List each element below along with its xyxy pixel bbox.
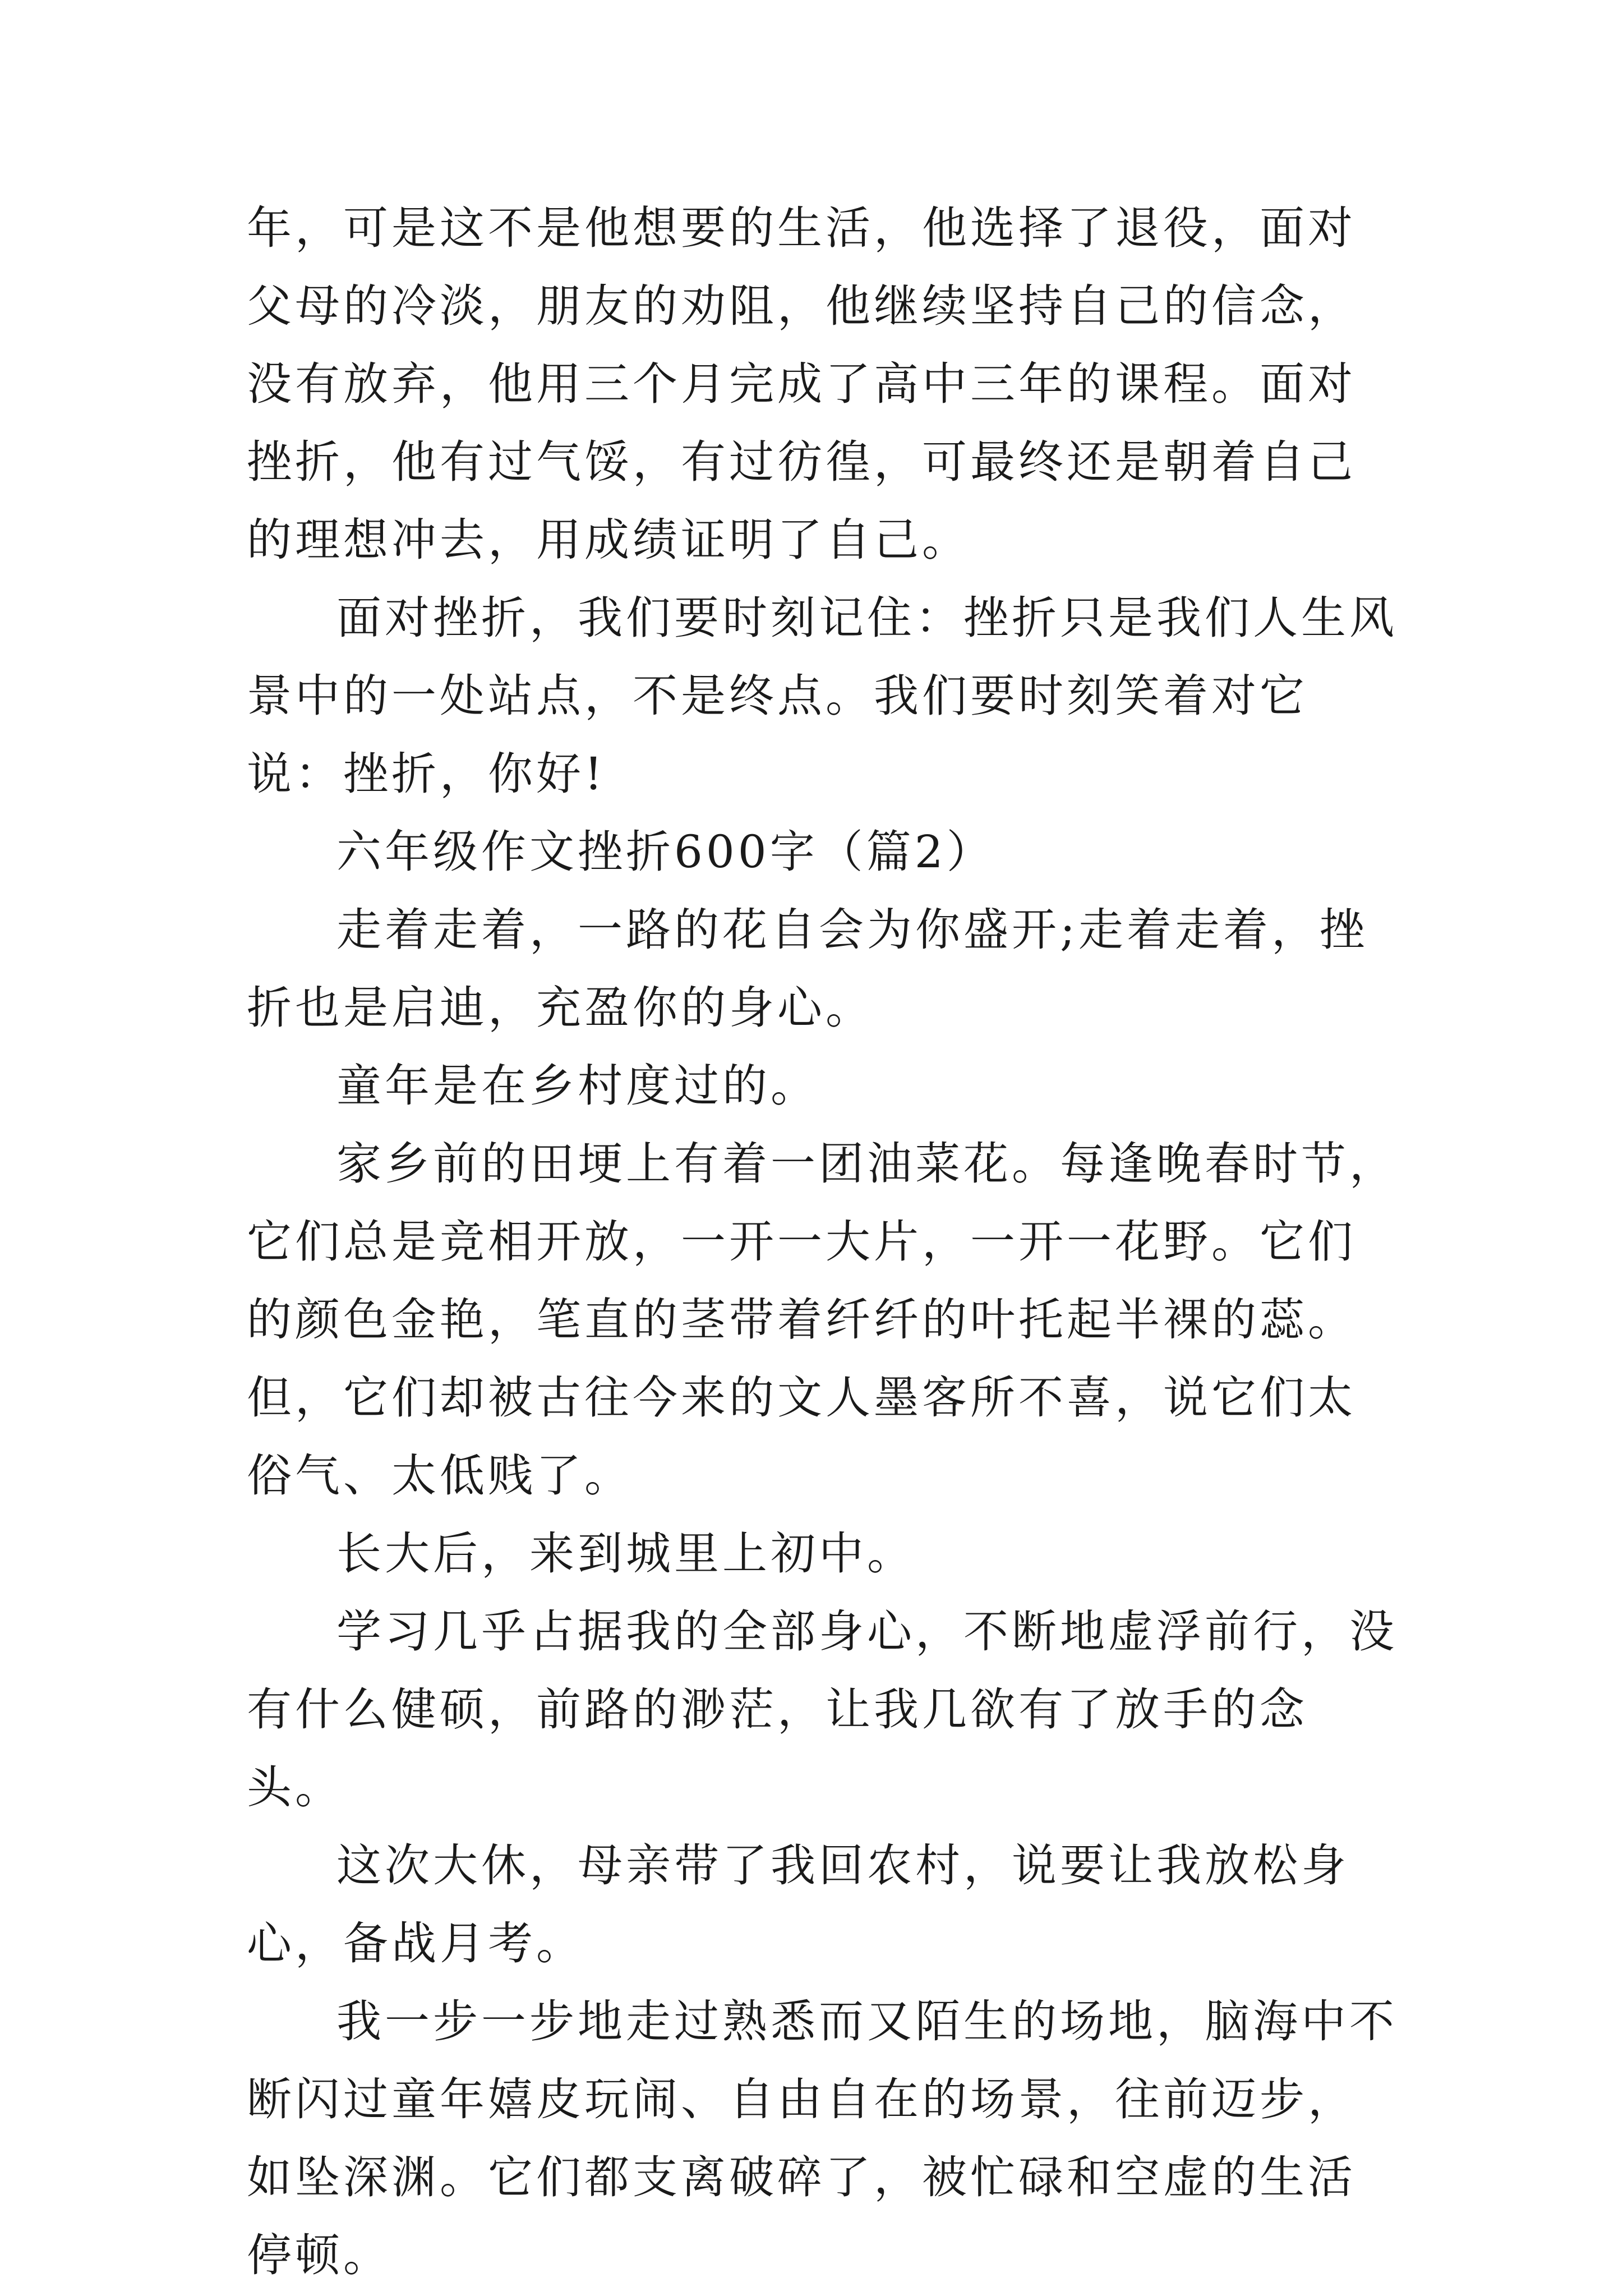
paragraph-1: 年，可是这不是他想要的生活，他选择了退役，面对父母的冷淡，朋友的劝阻，他继续坚持自己的信念，没有放弃，他用三个月完成了高中三年的课程。面对挫折，他有过气馁，有过彷徨，可最终还是朝着自己的理想冲去，用成绩证明了自己。: [247, 202, 1356, 566]
section-heading: 六年级作文挫折600字（篇2）: [336, 826, 995, 878]
paragraph-5: 家乡前的田埂上有着一团油菜花。每逢晚春时节，它们总是竞相开放，一开一大片，一开一花野。它们的颜色金艳，笔直的茎带着纤纤的叶托起半裸的蕊。但，它们却被古往今来的文人墨客所不喜，说它们太俗气、太低贱了。: [247, 1138, 1398, 1502]
paragraph-8: 这次大休，母亲带了我回农村，说要让我放松身心，备战月考。: [247, 1839, 1349, 1970]
paragraph-6: 长大后，来到城里上初中。: [336, 1527, 915, 1580]
paragraph-9: 我一步一步地走过熟悉而又陌生的场地，脑海中不断闪过童年嬉皮玩闹、自由自在的场景，往前迈步，如坠深渊。它们都支离破碎了，被忙碌和空虚的生活停顿。: [247, 1995, 1398, 2281]
paragraph-7: 学习几乎占据我的全部身心，不断地虚浮前行，没有什么健硕，前路的渺茫，让我几欲有了放手的念头。: [247, 1605, 1398, 1814]
document-body: [247, 189, 1402, 2294]
paragraph-3: 走着走着，一路的花自会为你盛开;走着走着，挫折也是启迪，充盈你的身心。: [247, 904, 1368, 1034]
paragraph-2: 面对挫折，我们要时刻记住：挫折只是我们人生风景中的一处站点，不是终点。我们要时刻笑着对它说：挫折，你好!: [247, 592, 1398, 800]
paragraph-4: 童年是在乡村度过的。: [336, 1060, 819, 1112]
